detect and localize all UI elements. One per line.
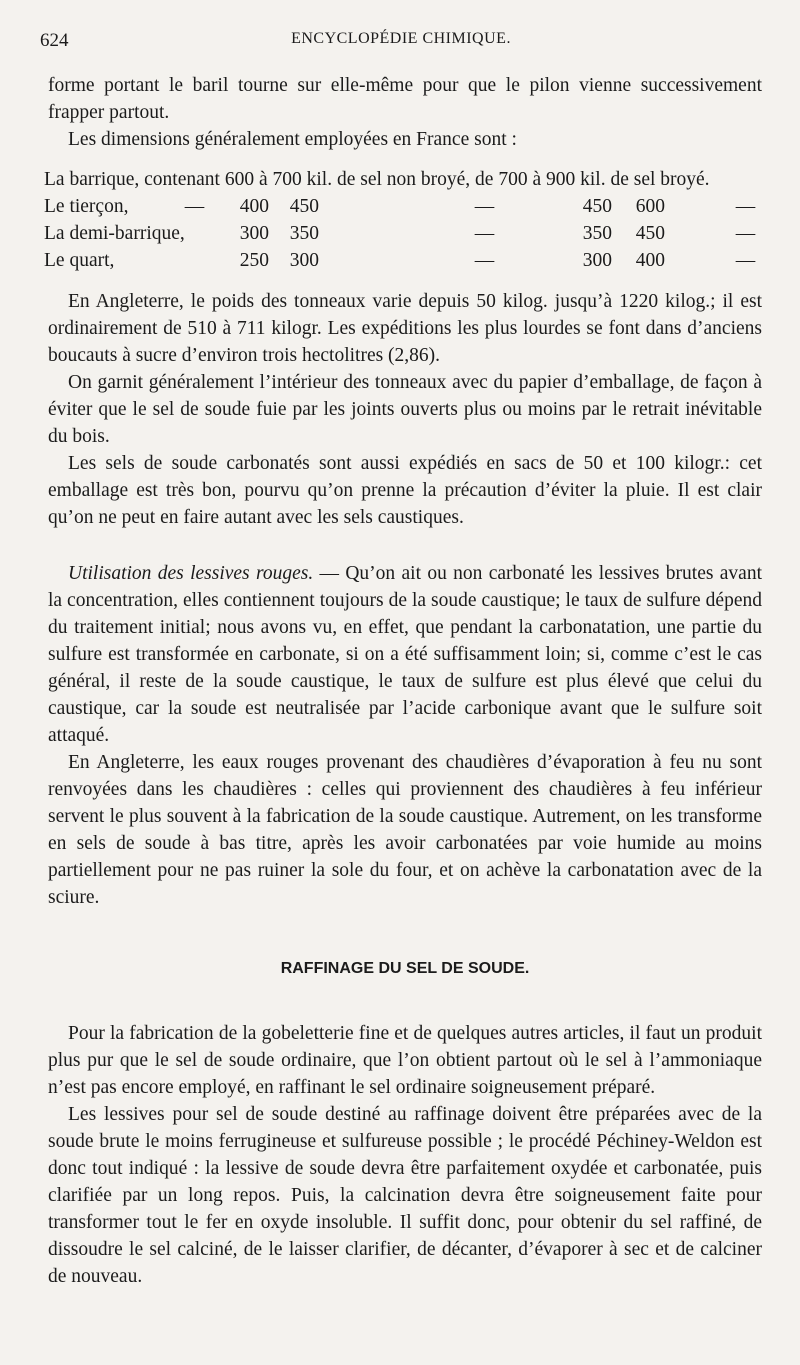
table-row bbox=[44, 247, 755, 274]
paragraph: En Angleterre, les eaux rouges provenant des chaudières d’évaporation à feu nu sont renvoyées dans les chaudières : celles qui proviennent des chaudières à feu inférieur servent le plus souvent à la fabrication de la soude caustique. Autrement, on les transforme en sels de soude à bas titre, après les avoir carbonatées par voie humide au moins partiellement pour ne pas ruiner la sole du four, et on achève la carbonatation avec de la sciure. bbox=[48, 752, 762, 908]
running-title: ENCYCLOPÉDIE CHIMIQUE. bbox=[291, 30, 511, 47]
value-cell: 350 bbox=[582, 223, 613, 244]
value-cell: 450 bbox=[635, 223, 666, 244]
value-cell: 450 bbox=[289, 196, 320, 217]
body-block-2 bbox=[48, 288, 762, 531]
value-cell: 250 bbox=[239, 250, 270, 271]
dimensions-row-barrique bbox=[44, 166, 766, 193]
value-cell: 400 bbox=[635, 250, 666, 271]
dash-cell bbox=[185, 220, 240, 247]
value-cell: 600 bbox=[224, 169, 255, 190]
paragraph: En Angleterre, le poids des tonneaux varie depuis 50 kilog. jusqu’à 1220 kilog.; il est ordinairement de 510 à 711 kilogr. Les expéditions les plus lourdes se font dans d’anciens boucauts à sucre d’environ trois hectolitres (2,86). bbox=[48, 291, 762, 366]
value-cell: 700 bbox=[498, 169, 528, 190]
dash-cell: — bbox=[184, 196, 205, 217]
text-cell: à 700 kil. de sel non broyé, de bbox=[258, 169, 494, 190]
dash-cell bbox=[185, 247, 240, 274]
paragraph-lead: Utilisation des lessives rouges. bbox=[68, 563, 314, 584]
paragraph: Les lessives pour sel de soude destiné au raffinage doivent être préparées avec de la soude brute le moins ferrugineuse et sulfureuse possible ; le procédé Péchiney-Weldon est donc tout indiqué : la lessive de soude devra être parfaitement oxydée et carbonatée, puis clarifiée par un long repos. Puis, la calcination devra être soigneusement faite pour transformer tout le fer en oxyde insoluble. Il suffit donc, pour obtenir du sel raffiné, de dissoudre le sel calciné, de le laisser clarifier, de décanter, d’évaporer à sec et de calciner de nouveau. bbox=[48, 1104, 762, 1287]
paragraph: Pour la fabrication de la gobeletterie fine et de quelques autres articles, il faut un produit plus pur que le sel de soude ordinaire, que l’on obtient partout où le sel à l’ammoniaque n’est pas encore employé, en raffinant le sel ordinaire soigneusement préparé. bbox=[48, 1023, 762, 1098]
value-cell: 300 bbox=[239, 223, 270, 244]
paragraph: forme portant le baril tourne sur elle-même pour que le pilon vienne successivement frapper partout. bbox=[48, 75, 762, 123]
dash-cell: — bbox=[474, 196, 495, 217]
dash-cell: — bbox=[474, 250, 495, 271]
text-cell: à 900 kil. de sel broyé. bbox=[532, 169, 710, 190]
row-label: La barrique, contenant bbox=[44, 169, 220, 190]
table-row bbox=[44, 193, 755, 220]
page-header bbox=[40, 30, 762, 60]
table-row bbox=[44, 220, 755, 247]
dash-cell: — bbox=[735, 250, 756, 271]
dimensions-table bbox=[44, 193, 755, 274]
dimensions-table-block bbox=[44, 166, 766, 274]
body-block-3 bbox=[48, 560, 762, 911]
value-cell: 400 bbox=[239, 196, 270, 217]
paragraph-text: — Qu’on ait ou non carbonaté les lessives brutes avant la concentration, elles contiennent toujours de la soude caustique; le taux de sulfure dépend du traitement initial; nous avons vu, en effet, que pendant la carbonatation, une partie du sulfure est transformée en carbonate, si on a été suffisamment loin; si, comme c’est le cas général, il reste de la soude caustique, le taux de sulfure est plus élevé que celui du caustique, car la soude est neutralisée par l’acide carbonique avant que le sulfure soit attaqué. bbox=[48, 563, 762, 746]
paragraph: On garnit généralement l’intérieur des tonneaux avec du papier d’emballage, de façon à éviter que le sel de soude fuie par les joints ouverts plus ou moins par le retrait inévitable du bois. bbox=[48, 372, 762, 447]
row-label: Le tierçon, bbox=[44, 196, 129, 217]
value-cell: 300 bbox=[582, 250, 613, 271]
page-number: 624 bbox=[40, 30, 69, 51]
value-cell: 300 bbox=[289, 250, 320, 271]
paragraph bbox=[48, 560, 762, 749]
paragraph: Les sels de soude carbonatés sont aussi expédiés en sacs de 50 et 100 kilogr.: cet emballage est très bon, pourvu qu’on prenne la précaution d’éviter la pluie. Il est clair qu’on ne peut en faire autant avec les sels caustiques. bbox=[48, 453, 762, 528]
value-cell: 350 bbox=[289, 223, 320, 244]
body-block-4 bbox=[48, 1020, 762, 1290]
value-cell: 450 bbox=[582, 196, 613, 217]
paragraph: Les dimensions généralement employées en France sont : bbox=[68, 129, 517, 150]
row-label: Le quart, bbox=[44, 250, 115, 271]
dash-cell: — bbox=[735, 223, 756, 244]
section-heading: RAFFINAGE DU SEL DE SOUDE. bbox=[280, 960, 530, 977]
dash-cell: — bbox=[474, 223, 495, 244]
body-block-1 bbox=[48, 72, 762, 153]
value-cell: 600 bbox=[635, 196, 666, 217]
row-label: La demi-barrique, bbox=[44, 223, 185, 244]
dash-cell: — bbox=[735, 196, 756, 217]
